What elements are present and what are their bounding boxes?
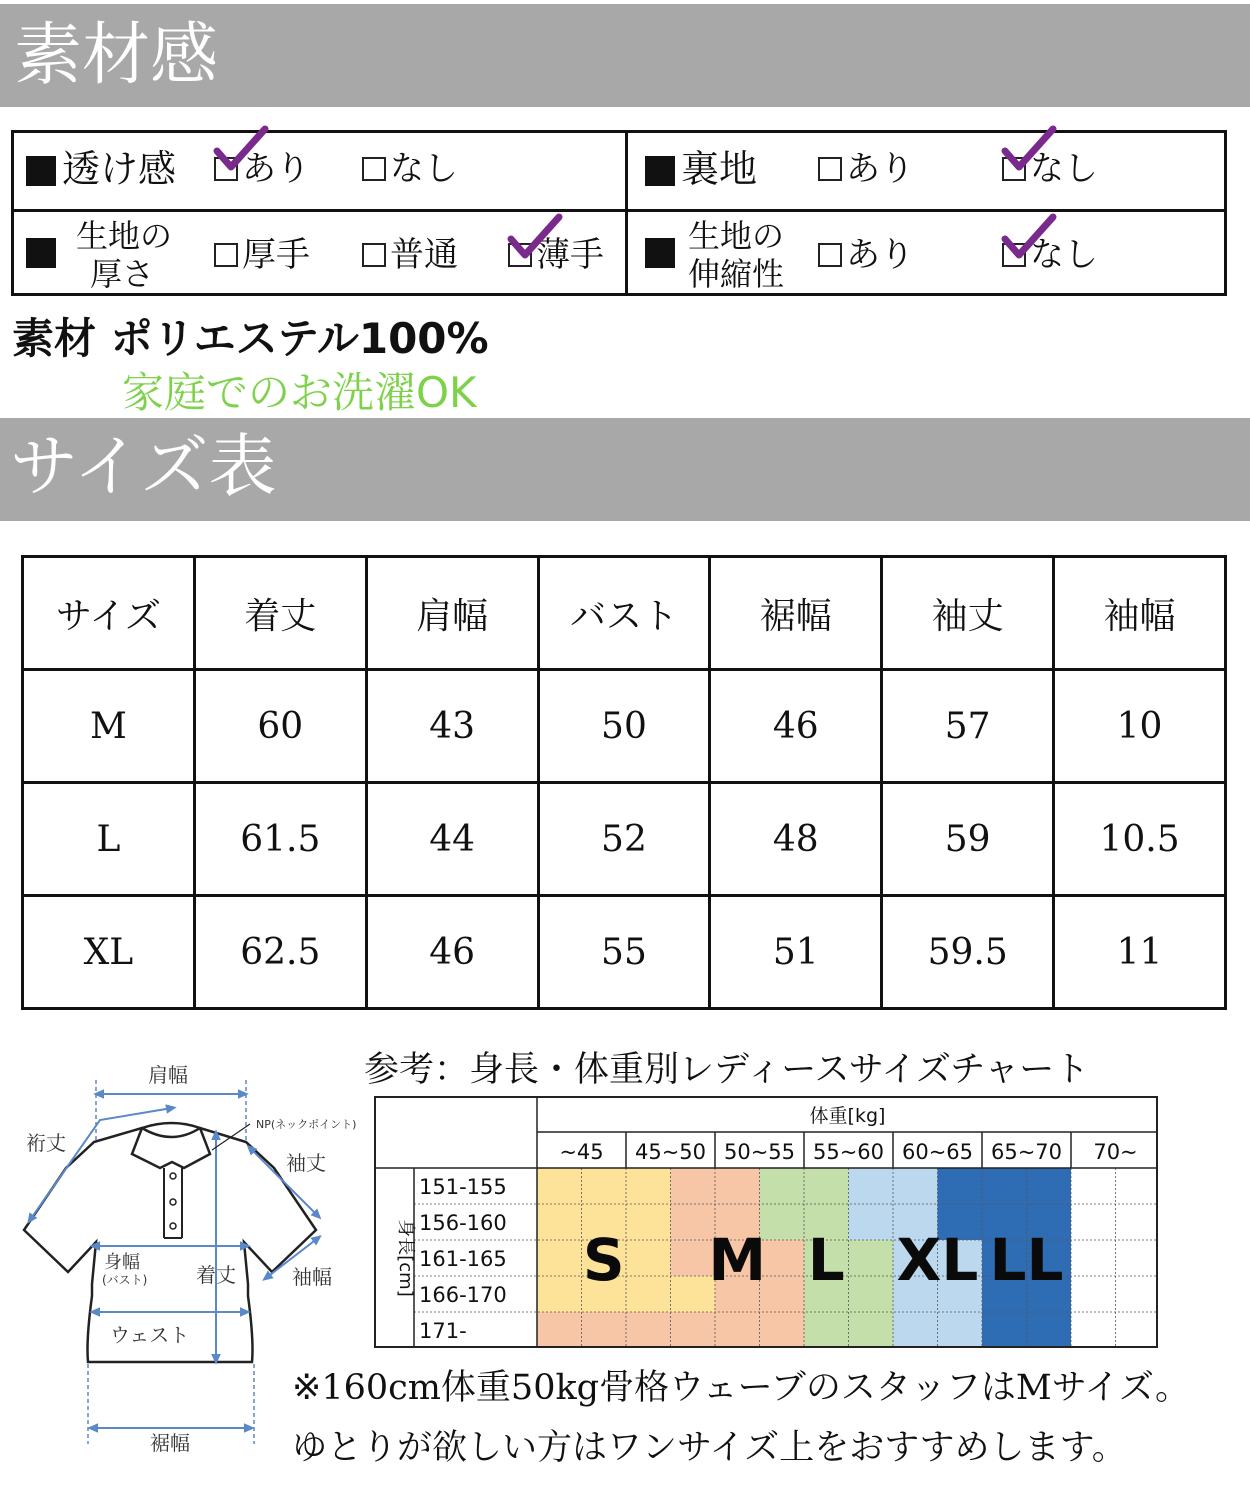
yuki-label: 裄丈	[26, 1131, 66, 1155]
size-table	[21, 555, 1227, 1010]
table-cell: 60	[194, 670, 366, 783]
sleeve-length-label: 袖丈	[286, 1151, 326, 1175]
transparency-option-yes: あり	[214, 152, 310, 186]
header-cell: サイズ	[23, 557, 195, 670]
check-mark-icon	[505, 213, 563, 263]
table-cell: 57	[882, 670, 1054, 783]
check-mark-icon	[999, 125, 1057, 175]
thickness-label: 生地の 厚さ	[76, 217, 173, 293]
size-zone-label: LL	[989, 1226, 1064, 1294]
length-label: 着丈	[196, 1263, 236, 1287]
hem-width-label: 裾幅	[150, 1431, 190, 1455]
weight-bin-label: 45~50	[634, 1140, 707, 1164]
table-cell: 51	[710, 896, 882, 1009]
weight-bin-label: 55~60	[812, 1140, 885, 1164]
table-cell: M	[23, 670, 195, 783]
size-zone-label: L	[807, 1226, 845, 1294]
size-zone-label: S	[582, 1226, 625, 1294]
lining-option-no: なし	[1002, 152, 1098, 186]
thickness-option-thick: 厚手	[214, 238, 310, 272]
weight-bin-label: 65~70	[990, 1140, 1063, 1164]
stretch-option-no: なし	[1002, 238, 1098, 272]
size-zone-label: M	[708, 1226, 767, 1294]
table-cell: 50	[538, 670, 710, 783]
table-divider	[625, 133, 628, 293]
table-header-row	[23, 557, 1226, 670]
table-divider	[14, 209, 1224, 212]
table-cell: 10.5	[1054, 783, 1226, 896]
sizing-advice-note: ゆとりが欲しい方はワンサイズ上をおすすめします。	[292, 1428, 1127, 1468]
header-cell: 肩幅	[366, 557, 538, 670]
transparency-label: 透け感	[62, 147, 177, 191]
table-cell: 48	[710, 783, 882, 896]
header-cell: 袖丈	[882, 557, 1054, 670]
header-cell: バスト	[538, 557, 710, 670]
weight-bin-label: 50~55	[723, 1140, 796, 1164]
table-cell: 46	[366, 896, 538, 1009]
table-cell: 44	[366, 783, 538, 896]
table-row	[23, 783, 1226, 896]
table-cell: 55	[538, 896, 710, 1009]
height-bin-label: 166-170	[419, 1283, 507, 1307]
stretch-label: 生地の 伸縮性	[688, 217, 785, 293]
table-cell: 59.5	[882, 896, 1054, 1009]
button	[170, 1199, 176, 1205]
bullet-square-icon	[645, 238, 675, 268]
staff-note: ※160cm体重50kg骨格ウェーブのスタッフはMサイズ。	[292, 1368, 1191, 1408]
table-cell: 11	[1054, 896, 1226, 1009]
weight-bin-label: 60~65	[901, 1140, 974, 1164]
size-zone-label: XL	[896, 1226, 979, 1294]
material-attributes-table	[11, 130, 1227, 296]
table-cell: XL	[23, 896, 195, 1009]
button	[170, 1223, 176, 1229]
height-bin-label: 156-160	[419, 1211, 507, 1235]
table-cell: 62.5	[194, 896, 366, 1009]
check-mark-icon	[211, 125, 269, 175]
table-cell: L	[23, 783, 195, 896]
size-chart-grid	[374, 1096, 1164, 1352]
checkbox-empty	[362, 243, 386, 267]
thickness-option-normal: 普通	[362, 238, 458, 272]
weight-bin-label: 70~	[1093, 1140, 1138, 1164]
material-header-band	[0, 4, 1250, 107]
height-bin-label: 151-155	[419, 1175, 507, 1199]
weight-bin-label: ~45	[559, 1140, 604, 1164]
weight-axis-label: 体重[kg]	[809, 1105, 886, 1127]
table-cell: 46	[710, 670, 882, 783]
size-section-title: サイズ表	[10, 428, 277, 507]
thickness-option-thin: 薄手	[508, 238, 604, 272]
table-cell: 10	[1054, 670, 1226, 783]
bullet-square-icon	[26, 156, 56, 186]
button	[170, 1173, 176, 1179]
height-bin-label: 171-	[419, 1319, 467, 1343]
size-zone-s	[537, 1168, 671, 1204]
transparency-option-no: なし	[362, 152, 458, 186]
checkbox-empty	[214, 243, 238, 267]
neck-point-label: NP(ネックポイント)	[256, 1118, 357, 1131]
lining-option-yes: あり	[818, 152, 914, 186]
lining-label: 裏地	[681, 147, 758, 191]
checkbox-empty	[818, 243, 842, 267]
table-row	[23, 896, 1226, 1009]
check-mark-icon	[999, 213, 1057, 263]
header-cell: 裾幅	[710, 557, 882, 670]
size-zone-ll	[938, 1168, 1072, 1204]
bullet-square-icon	[645, 156, 675, 186]
bullet-square-icon	[26, 238, 56, 268]
stretch-option-yes: あり	[818, 238, 914, 272]
height-axis-label: 身長[cm]	[395, 1219, 416, 1297]
size-header-band	[0, 418, 1250, 521]
bust-label: (バスト)	[102, 1273, 148, 1287]
shoulder-width-label: 肩幅	[148, 1063, 188, 1087]
table-cell: 43	[366, 670, 538, 783]
table-cell: 61.5	[194, 783, 366, 896]
fabric-composition: 素材 ポリエステル100%	[12, 314, 489, 363]
table-cell: 59	[882, 783, 1054, 896]
checkbox-empty	[362, 157, 386, 181]
material-section-title: 素材感	[14, 16, 219, 95]
washing-note: 家庭でのお洗濯OK	[122, 368, 477, 417]
table-cell: 52	[538, 783, 710, 896]
checkbox-empty	[818, 157, 842, 181]
size-chart-title: 参考：身長・体重別レディースサイズチャート	[364, 1050, 1090, 1090]
body-width-label: 身幅	[104, 1252, 140, 1273]
header-cell: 着丈	[194, 557, 366, 670]
sleeve-width-label: 袖幅	[292, 1265, 332, 1289]
table-row	[23, 670, 1226, 783]
header-cell: 袖幅	[1054, 557, 1226, 670]
height-bin-label: 161-165	[419, 1247, 507, 1271]
waist-label: ウェスト	[110, 1323, 190, 1347]
